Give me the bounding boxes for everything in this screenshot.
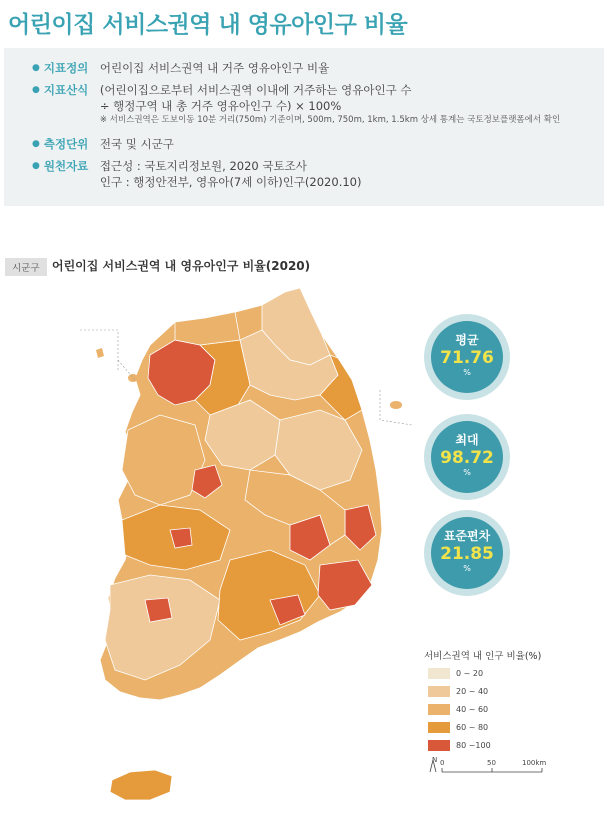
legend-item (428, 686, 488, 697)
legend-swatch (428, 686, 450, 697)
info-value-unit: 전국 및 시군구 (99, 137, 174, 151)
legend-swatch (428, 668, 450, 679)
stat-mean-value: 71.76 (440, 348, 494, 368)
stat-mean-unit: % (463, 368, 471, 377)
info-key-definition: 지표정의 (43, 61, 89, 75)
legend-item (428, 722, 488, 733)
stat-stddev (424, 510, 510, 596)
legend-swatch (428, 740, 450, 751)
bullet-icon: ● (32, 139, 40, 149)
legend-swatch (428, 722, 450, 733)
ulleung-island (390, 401, 402, 409)
legend-swatch (428, 704, 450, 715)
legend-title: 서비스권역 내 인구 비율(%) (424, 651, 542, 662)
stat-mean (424, 314, 510, 400)
bullet-icon: ● (32, 161, 40, 171)
legend-item (428, 668, 483, 679)
north-label: N (432, 756, 438, 764)
info-source-line1: 접근성 : 국토지리정보원, 2020 국토조사 (99, 159, 307, 173)
info-value-definition: 어린이집 서비스권역 내 거주 영유아인구 비율 (99, 61, 330, 75)
region-gyeonggi-north (175, 312, 240, 345)
info-source-line2: 인구 : 행정안전부, 영유아(7세 이하)인구(2020.10) (99, 175, 362, 189)
legend-label: 20 ~ 40 (456, 687, 489, 696)
info-formula-note: ※ 서비스권역은 도보이동 10분 거리(750m) 기준이며, 500m, 750m, 1km, 1.5km 상세 통계는 국토정보플랫폼에서 확인 (99, 115, 561, 125)
stat-stddev-label: 표준편차 (443, 529, 491, 543)
scale-zero: 0 (440, 759, 445, 767)
info-formula-line1: (어린이집으로부터 서비스권역 이내에 거주하는 영유아인구 수 (99, 83, 412, 97)
jeju-island (110, 770, 172, 800)
ganghwa-island (128, 374, 138, 382)
region-gwangju (145, 598, 172, 622)
stat-max-value: 98.72 (440, 448, 494, 468)
bullet-icon: ● (32, 63, 40, 73)
stat-max (424, 414, 510, 500)
scale-mid: 50 (487, 759, 496, 767)
stat-stddev-unit: % (463, 564, 471, 573)
baengnyeong-island (96, 348, 104, 358)
inset-border-west (80, 330, 135, 380)
legend-item (428, 704, 488, 715)
scale-max: 100km (522, 759, 547, 767)
legend-item (428, 740, 491, 751)
info-key-source: 원천자료 (43, 159, 89, 173)
info-formula-line2: ÷ 행정구역 내 총 거주 영유아인구 수) × 100% (99, 99, 342, 113)
legend-label: 60 ~ 80 (456, 723, 489, 732)
stat-mean-label: 평균 (455, 333, 479, 347)
stat-max-label: 최대 (455, 433, 479, 447)
stat-max-unit: % (463, 468, 471, 477)
info-key-unit: 측정단위 (43, 137, 89, 151)
legend-label: 0 ~ 20 (456, 669, 484, 678)
legend-label: 40 ~ 60 (456, 705, 489, 714)
map-title: 어린이집 서비스권역 내 영유아인구 비율(2020) (52, 259, 311, 273)
bullet-icon: ● (32, 85, 40, 95)
page-title: 어린이집 서비스권역 내 영유아인구 비율 (8, 12, 408, 38)
info-key-formula: 지표산식 (43, 83, 89, 97)
region-level-tag: 시군구 (5, 258, 47, 276)
stat-stddev-value: 21.85 (440, 544, 494, 564)
legend-label: 80 ~100 (456, 741, 491, 750)
